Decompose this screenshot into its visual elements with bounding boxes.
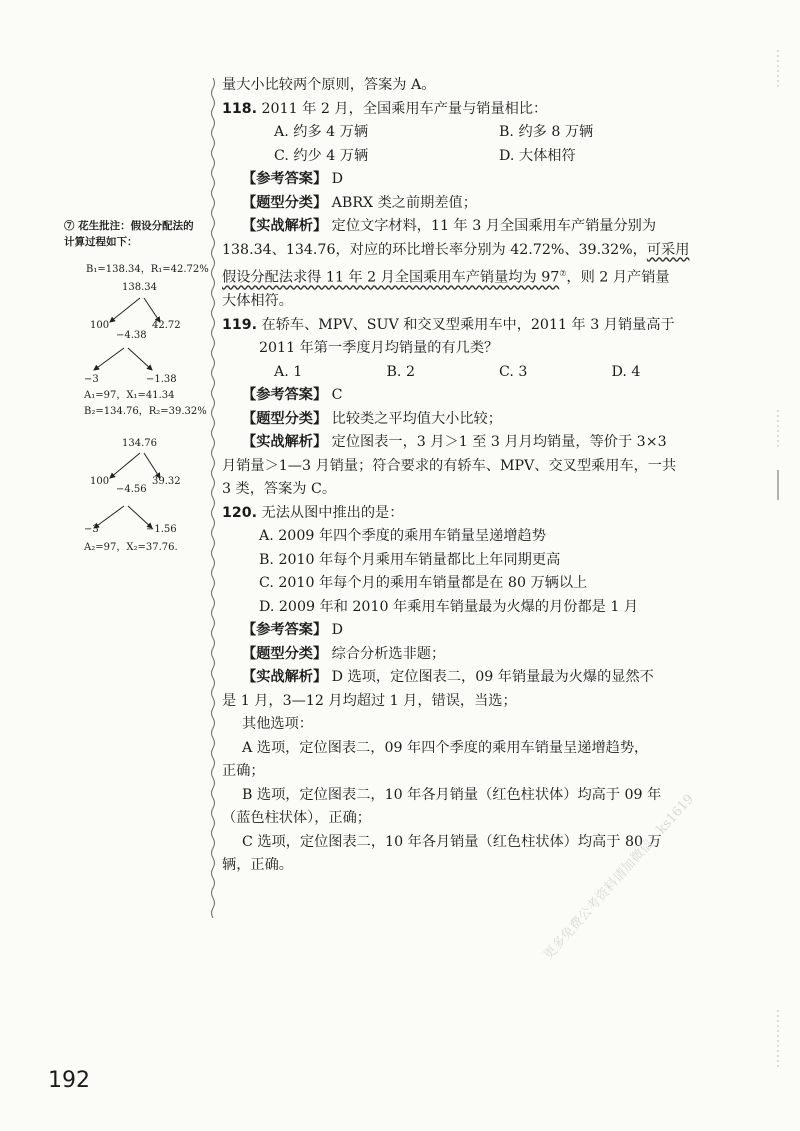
watermark: 更多免费公考资料请加微信：ks1619	[540, 791, 698, 963]
q119-option-a: A. 1	[274, 363, 303, 380]
q120-option-d: D. 2009 年和 2010 年乘用车销量最为火爆的月份都是 1 月	[259, 598, 639, 615]
q120-option-a: A. 2009 年四个季度的乘用车销量呈递增趋势	[259, 528, 546, 545]
category-tag: 【题型分类】	[242, 645, 328, 662]
analysis-text: ，则 2 月产销量	[566, 269, 670, 286]
q119-stem-text: 在轿车、MPV、SUV 和交叉型乘用车中，2011 年 3 月销量高于	[261, 316, 675, 333]
q118-option-d: D. 大体相符	[499, 147, 576, 164]
q119-number: 119.	[222, 316, 258, 333]
q118-options-row2	[222, 145, 724, 169]
q118-analysis-line3	[222, 262, 724, 290]
q119-analysis-line3: 3 类，答案为 C。	[222, 481, 337, 498]
analysis-tag: 【实战解析】	[242, 669, 328, 686]
q119-category	[222, 408, 724, 432]
tree1-header: B₁=138.34，R₁=42.72%	[86, 264, 209, 275]
analysis-text: 138.34、134.76，对应的环比增长率分别为 42.72%、39.32%，	[222, 241, 647, 258]
q120-b-line1: B 选项，定位图表二，10 年各月销量（红色柱状体）均高于 09 年	[242, 786, 662, 803]
answer-tag: 【参考答案】	[242, 387, 328, 404]
q119-stem-line2: 2011 年第一季度月均销量的有几类？	[259, 340, 499, 357]
q120-stem-text: 无法从图中推出的是：	[261, 504, 404, 521]
tree2-right1: 39.32	[152, 476, 181, 487]
q120-a-line1: A 选项，定位图表二，09 年四个季度的乘用车销量呈递增趋势，	[242, 739, 649, 756]
category-value: 综合分析选非题；	[331, 645, 446, 662]
q118-number: 118.	[222, 100, 258, 117]
tree2-header: B₂=134.76，R₂=39.32%	[84, 406, 207, 417]
q120-analysis-line2: 是 1 月，3—12 月均超过 1 月，错误，当选；	[222, 692, 517, 709]
analysis-tag: 【实战解析】	[242, 434, 328, 451]
q119-options	[222, 361, 724, 385]
q120-analysis-line1	[222, 666, 724, 690]
q120-category	[222, 643, 724, 667]
category-value: 比较类之平均值大小比较；	[331, 410, 502, 427]
q119-analysis-line1	[222, 431, 724, 455]
tree1-left1: 100	[90, 320, 110, 331]
analysis-tag: 【实战解析】	[242, 218, 328, 234]
answer-value: C	[331, 387, 343, 404]
answer-tag: 【参考答案】	[242, 171, 328, 187]
answer-tag: 【参考答案】	[242, 622, 328, 639]
q118-stem	[222, 98, 724, 122]
tree1-right2: −1.38	[146, 374, 177, 385]
q120-number: 120.	[222, 504, 258, 521]
q119-option-b: B. 2	[386, 363, 415, 380]
side-note-subtitle: 计算过程如下：	[64, 236, 138, 248]
q120-answer	[222, 619, 724, 643]
margin-marks	[776, 30, 780, 1110]
q118-answer	[222, 168, 724, 192]
tree1-right1: 42.72	[152, 320, 181, 331]
q120-c-line2: 辆，正确。	[222, 857, 293, 874]
answer-value: D	[331, 622, 344, 639]
q119-analysis-line2: 月销量＞1—3 月销量；符合要求的有轿车、MPV、交叉型乘用车，一共	[222, 457, 677, 474]
analysis-underlined: 假设分配法求得 11 年 2 月全国乘用车产销量均为 97	[222, 269, 560, 286]
q118-option-b: B. 约多 8 万辆	[499, 124, 594, 140]
q119-answer	[222, 384, 724, 408]
tree1-root: 138.34	[122, 282, 157, 293]
q118-analysis-line2	[222, 239, 724, 263]
q119-option-d: D. 4	[611, 363, 641, 380]
q119-option-c: C. 3	[499, 363, 528, 380]
tree1-left2: −3	[84, 374, 99, 385]
q120-stem	[222, 502, 724, 526]
category-tag: 【题型分类】	[242, 410, 328, 427]
tree2-result: A₂=97，X₂=37.76.	[84, 542, 178, 553]
q120-b-line2: （蓝色柱状体），正确；	[222, 810, 371, 827]
q118-stem-text: 2011 年 2 月，全国乘用车产量与销量相比：	[261, 100, 548, 117]
q119-stem	[222, 314, 724, 338]
tree2-mid: −4.56	[116, 484, 147, 495]
q120-c-line1: C 选项，定位图表二，10 年各月销量（红色柱状体）均高于 80 万	[242, 833, 662, 850]
analysis-underlined: 可采用	[646, 241, 690, 258]
q120-other-options: 其他选项：	[242, 716, 313, 733]
q118-analysis-line1	[222, 215, 724, 239]
q118-option-a: A. 约多 4 万辆	[274, 124, 369, 140]
q118-category	[222, 192, 724, 216]
page-number: 192	[48, 1068, 90, 1093]
tree1-mid: −4.38	[116, 330, 147, 341]
main-content	[222, 74, 724, 878]
tree1-result: A₁=97，X₁=41.34	[84, 390, 175, 401]
side-note-title: ⑦ 花生批注：假设分配法的	[64, 220, 194, 232]
tree2-left2: −3	[84, 524, 99, 535]
analysis-text: 定位文字材料，11 年 3 月全国乘用车产销量分别为	[331, 218, 657, 234]
analysis-text: D 选项，定位图表二，09 年销量最为火爆的显然不	[331, 669, 654, 686]
tree2-right2: −1.56	[146, 524, 177, 535]
footnote-ref: ⑦	[559, 269, 567, 278]
tree2-root: 134.76	[122, 438, 157, 449]
q120-a-line2: 正确；	[222, 763, 265, 780]
analysis-text: 定位图表一，3 月＞1 至 3 月月均销量，等价于 3×3	[331, 434, 667, 451]
category-tag: 【题型分类】	[242, 194, 328, 211]
q118-option-c: C. 约少 4 万辆	[274, 147, 369, 164]
q118-options-row1	[222, 121, 724, 145]
continuation-line: 量大小比较两个原则，答案为 A。	[222, 77, 436, 93]
category-value: ABRX 类之前期差值；	[331, 194, 477, 211]
tree2-left1: 100	[90, 476, 110, 487]
q120-option-b: B. 2010 年每个月乘用车销量都比上年同期更高	[259, 551, 561, 568]
q118-analysis-line4: 大体相符。	[222, 293, 293, 310]
q120-option-c: C. 2010 年每个月的乘用车销量都是在 80 万辆以上	[259, 575, 588, 592]
side-note	[64, 218, 214, 553]
answer-value: D	[331, 171, 344, 187]
